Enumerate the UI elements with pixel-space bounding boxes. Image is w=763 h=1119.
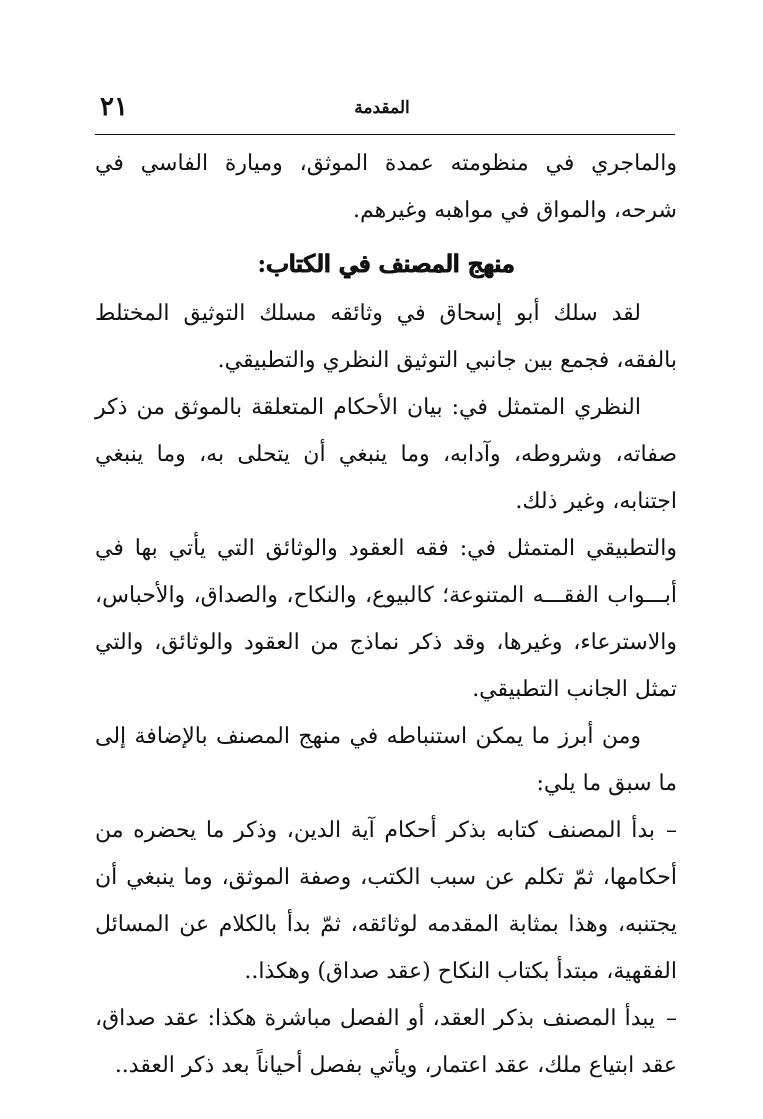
section-heading-colon: : xyxy=(257,249,267,278)
header-rule xyxy=(95,134,675,135)
section-heading-text: منهج المصنف في الكتاب xyxy=(266,249,515,278)
paragraph-applied: والتطبيقي المتمثل في: فقه العقود والوثائق التي يأتي بها في أبـــواب الفقـــه المتنوعة؛ كالبيوع، والنكاح، والصداق، والأحباس، والاسترعاء، وغيرها، وقد ذكر نماذج من العقود والوثائق، والتي تمثل الجانب التطبيقي. xyxy=(95,536,677,702)
paragraph-theoretical: النظري المتمثل في: بيان الأحكام المتعلقة بالموثق من ذكر صفاته، وشروطه، وآدابه، وما ينبغي أن يتحلى به، وما ينبغي اجتنابه، وغير ذلك. xyxy=(95,395,677,514)
page-header xyxy=(92,92,672,132)
running-title: المقدمة xyxy=(354,98,410,118)
list-item-text: يبدأ المصنف بذكر العقد، أو الفصل مباشرة هكذا: عقد صداق، عقد ابتياع ملك، عقد اعتمار، ويأتي بفصل أحياناً بعد ذكر العقد.. xyxy=(95,1006,677,1078)
paragraph-intro: لقد سلك أبو إسحاق في وثائقه مسلك التوثيق المختلط بالفقه، فجمع بين جانبي التوثيق النظري والتطبيقي. xyxy=(95,301,677,373)
paragraph-highlights: ومن أبرز ما يمكن استنباطه في منهج المصنف بالإضافة إلى ما سبق ما يلي: xyxy=(95,724,677,796)
page-number: ٢١ xyxy=(100,92,128,122)
section-heading xyxy=(95,234,677,290)
list-item-text: بدأ المصنف كتابه بذكر أحكام آية الدين، وذكر ما يحضره من أحكامها، ثمّ تكلم عن سبب الكتب، وصفة الموثق، وما ينبغي أن يجتنبه، وهذا بمثابة المقدمه لوثائقه، ثمّ بدأ بالكلام عن المسائل الفقهية، مبتدأ بكتاب النكاح (عقد صداق) وهكذا.. xyxy=(95,818,677,984)
paragraph-continuation: والماجري في منظومته عمدة الموثق، وميارة الفاسي في شرحه، والمواق في مواهبه وغيرهم. xyxy=(95,151,677,223)
list-item xyxy=(95,807,677,995)
list-item xyxy=(95,995,677,1089)
list-dash: – xyxy=(666,818,677,843)
list-dash: – xyxy=(666,1006,677,1031)
page-body xyxy=(95,140,677,1089)
